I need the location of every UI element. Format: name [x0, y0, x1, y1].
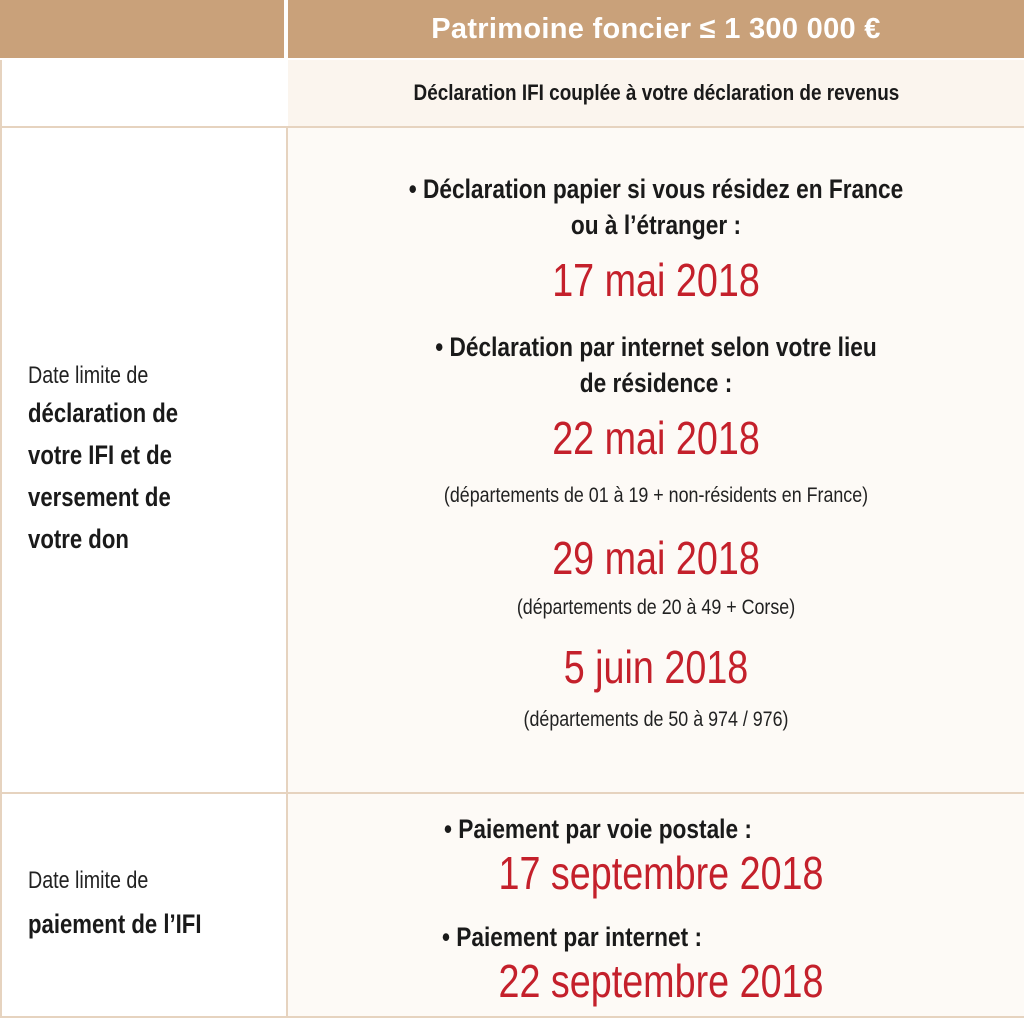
payment-dates-cell: [288, 792, 1024, 1018]
paper-declaration-heading-2: ou à l’étranger :: [570, 210, 742, 240]
internet-payment-date: 22 septembre 2018: [498, 955, 824, 1007]
deadline-note-2: (départements de 20 à 49 + Corse): [516, 596, 796, 619]
postal-payment-date: 17 septembre 2018: [498, 847, 824, 899]
paper-declaration-date: 17 mai 2018: [552, 254, 760, 306]
deadline-note-1: (départements de 01 à 19 + non-résidents en France): [443, 484, 869, 507]
declaration-label-bold-4: votre don: [28, 524, 129, 554]
paper-declaration-heading-1: • Déclaration papier si vous résidez en France: [408, 174, 904, 204]
declaration-label-cell: [0, 126, 288, 792]
deadline-date-1: 22 mai 2018: [552, 412, 760, 464]
subheader-empty-cell: [0, 60, 286, 126]
payment-label-bold: paiement de l’IFI: [28, 909, 202, 939]
header-title: Patrimoine foncier ≤ 1 300 000 €: [288, 0, 1024, 58]
payment-label-cell: [0, 792, 288, 1018]
postal-payment-heading: • Paiement par voie postale :: [444, 814, 752, 844]
declaration-label-bold-2: votre IFI et de: [28, 440, 172, 470]
internet-declaration-heading-1: • Déclaration par internet selon votre lieu: [435, 332, 877, 362]
subheader-text: Déclaration IFI couplée à votre déclaration de revenus: [413, 80, 899, 105]
declaration-label-intro: Date limite de: [28, 362, 149, 389]
subheader-title: [288, 60, 1024, 126]
internet-payment-heading: • Paiement par internet :: [441, 922, 703, 952]
declaration-label-bold-1: déclaration de: [28, 398, 179, 428]
declaration-label-bold-3: versement de: [28, 482, 171, 512]
declaration-dates-cell: [288, 126, 1024, 792]
deadline-date-2: 29 mai 2018: [552, 532, 760, 584]
deadline-date-3: 5 juin 2018: [563, 641, 749, 693]
header-empty-cell: [0, 0, 286, 58]
deadline-note-3: (départements de 50 à 974 / 976): [523, 708, 789, 731]
internet-declaration-heading-2: de résidence :: [579, 368, 733, 398]
payment-label-intro: Date limite de: [28, 867, 149, 894]
